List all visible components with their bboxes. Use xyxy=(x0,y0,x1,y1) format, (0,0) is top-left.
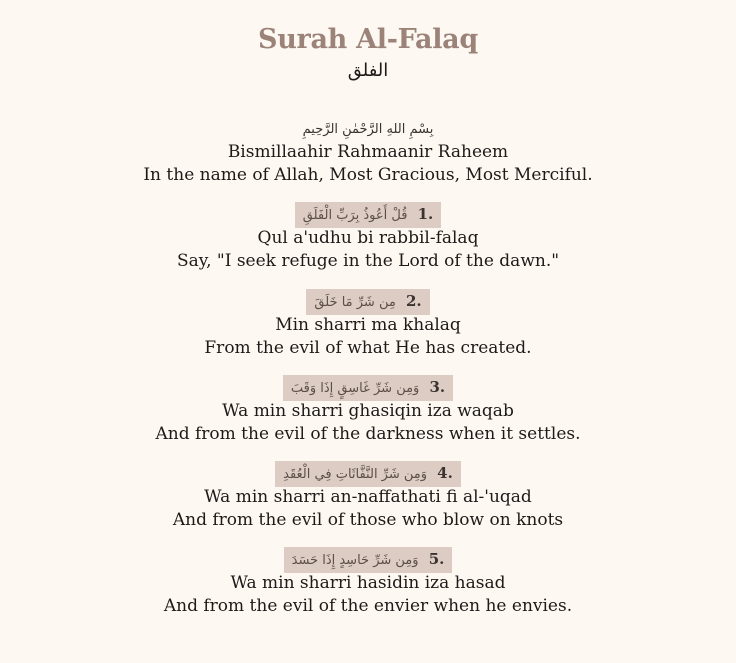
bismillah-transliteration: Bismillaahir Rahmaanir Raheem xyxy=(227,142,509,162)
verse-transliteration: Min sharri ma khalaq xyxy=(275,315,461,335)
verse-arabic-highlight xyxy=(275,461,461,487)
verse-translation: And from the evil of the envier when he envies. xyxy=(163,596,573,616)
verse-translation: Say, "I seek refuge in the Lord of the dawn." xyxy=(176,251,560,271)
bismillah-arabic xyxy=(295,118,442,142)
page-title: Surah Al-Falaq xyxy=(258,24,478,55)
verse-transliteration: Wa min sharri an-naffathati fi al-'uqad xyxy=(204,487,532,507)
verse-arabic: مِن شَرِّ مَا خَلَقَ xyxy=(314,295,396,310)
verse-5 xyxy=(0,546,736,618)
verse-arabic-highlight xyxy=(283,375,453,401)
verse-arabic: وَمِن شَرِّ غَاسِقٍ إِذَا وَقَبَ xyxy=(290,381,420,396)
verse-2 xyxy=(0,288,736,360)
verse-3 xyxy=(0,374,736,446)
verse-4 xyxy=(0,460,736,532)
verse-number: 3. xyxy=(429,378,446,396)
verse-arabic-highlight xyxy=(284,547,453,573)
verse-translation: And from the evil of those who blow on knots xyxy=(172,510,564,530)
verse-number: 1. xyxy=(417,205,434,223)
bismillah-block xyxy=(0,115,736,187)
verse-arabic-highlight xyxy=(295,202,441,228)
verse-arabic: وَمِن شَرِّ النَّفَّاثَاتِ فِي الْعُقَدِ xyxy=(283,467,428,482)
verse-number: 4. xyxy=(437,464,453,482)
verse-transliteration: Wa min sharri hasidin iza hasad xyxy=(230,573,506,593)
page-title-arabic: الفلق xyxy=(347,60,389,81)
verse-translation: From the evil of what He has created. xyxy=(204,338,532,358)
verse-arabic-highlight xyxy=(306,289,429,315)
verse-1 xyxy=(0,201,736,273)
verse-number: 5. xyxy=(428,550,445,568)
verse-arabic: وَمِن شَرِّ حَاسِدٍ إِذَا حَسَدَ xyxy=(291,553,419,568)
verse-transliteration: Qul a'udhu bi rabbil-falaq xyxy=(257,228,479,248)
verse-arabic: قُلْ أَعُوذُ بِرَبِّ الْفَلَقِ xyxy=(302,208,408,223)
verse-number: 2. xyxy=(405,292,422,310)
verse-translation: And from the evil of the darkness when it settles. xyxy=(155,424,581,444)
verse-transliteration: Wa min sharri ghasiqin iza waqab xyxy=(222,401,514,421)
bismillah-translation: In the name of Allah, Most Gracious, Most Merciful. xyxy=(143,165,593,185)
bismillah-arabic-text: بِسْمِ اللهِ الرَّحْمٰنِ الرَّحِيمِ xyxy=(302,122,434,137)
